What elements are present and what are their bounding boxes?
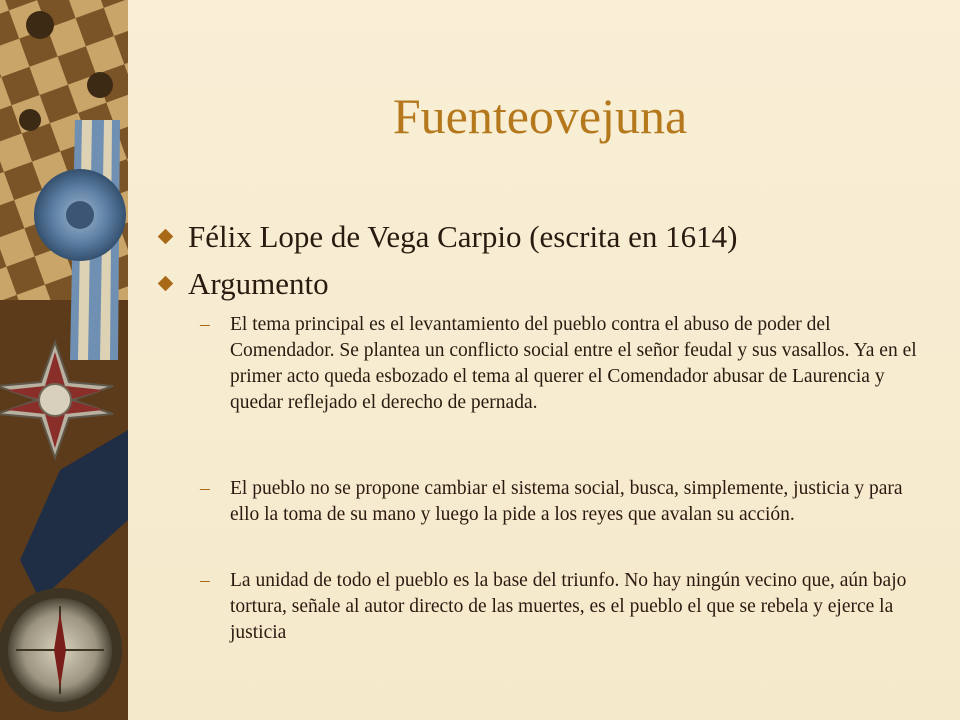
bullet-text: Argumento [188,266,329,301]
sub-bullet-text: La unidad de todo el pueblo es la base del triunfo. No hay ningún vecino que, aún bajo tortura, señale al autor directo de las muertes, es el pueblo el que se rebela y ejerce la justicia [230,570,907,643]
dash-bullet: – [200,314,210,335]
bullet-text: Félix Lope de Vega Carpio (escrita en 1614) [188,219,738,254]
dash-bullet: – [200,478,210,499]
slide-title: Fuenteovejuna [392,88,688,144]
diamond-bullet-icon [158,276,174,292]
sub-bullet-text: El pueblo no se propone cambiar el sistema social, busca, simplemente, justicia y para ello la toma de su mano y luego la pide a los reyes que avalan su acción. [230,478,903,525]
sub-bullet-text: El tema principal es el levantamiento del pueblo contra el abuso de poder del Comendador. Se plantea un conflicto social entre el señor feudal y sus vasallos. Ya en el primer acto queda esbozado el tema al querer el Comendador abusar de Laurencia y quedar reflejado el derecho de pernada. [230,314,917,413]
diamond-bullet-icon [158,229,174,245]
medal-compass-illustration [0,0,128,720]
dash-bullet: – [200,570,210,591]
side-decorative-image [0,0,128,720]
